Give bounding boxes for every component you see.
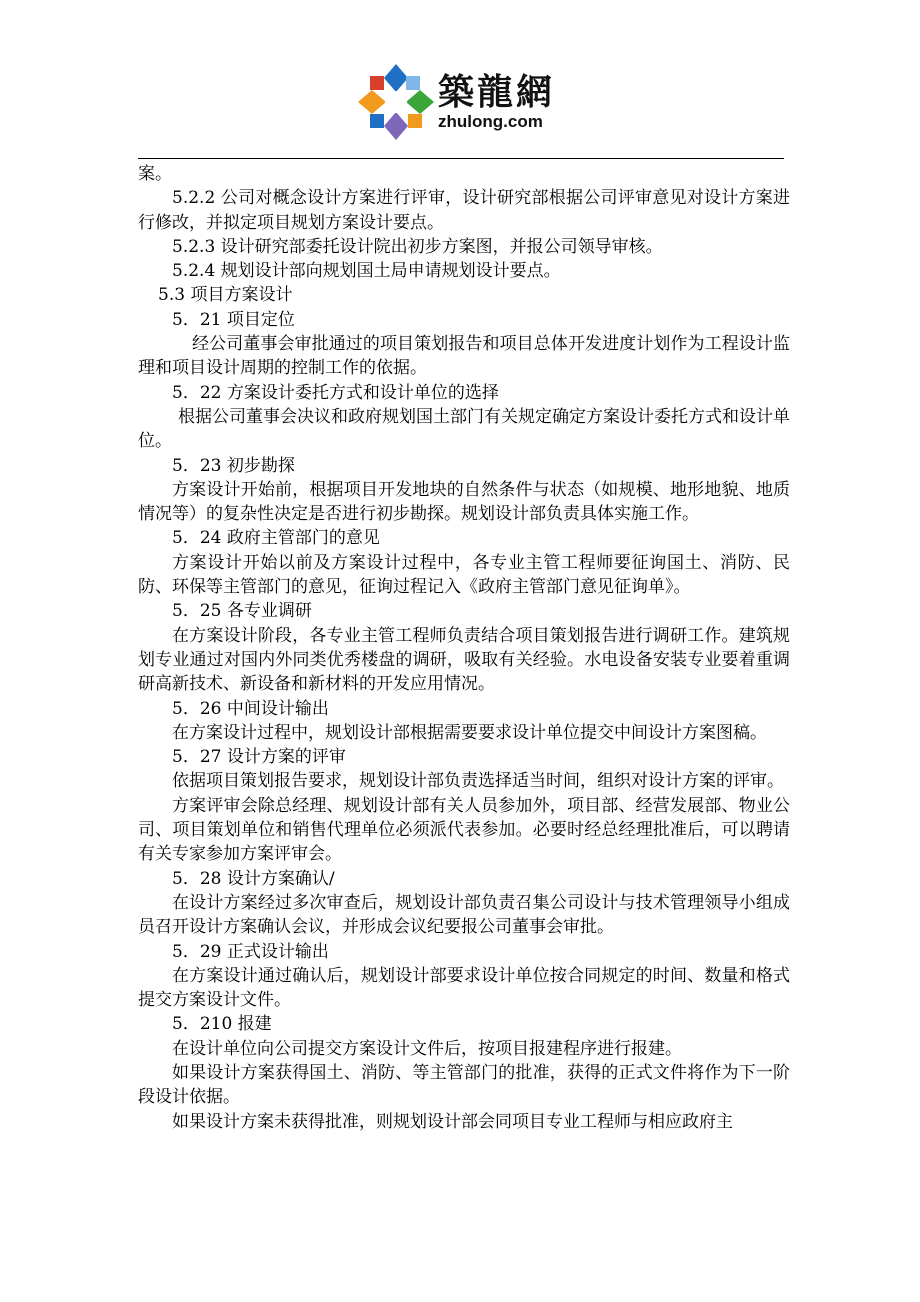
zhulong-logo[interactable] [356, 62, 566, 142]
subsection-heading: 5．23 初步勘探 [172, 455, 295, 476]
subsection-heading: 5．29 正式设计输出 [172, 941, 329, 962]
section-heading: 5.3 项目方案设计 [158, 285, 293, 306]
paragraph: 方案评审会除总经理、规划设计部有关人员参加外，项目部、经营发展部、物业公司、项目策划单位和销售代理单位必须派代表参加。必要时经总经理批准后，可以聘请有关专家参加方案评审会。 [138, 795, 790, 865]
subsection-heading: 5．28 设计方案确认/ [172, 868, 335, 889]
paragraph: 方案设计开始以前及方案设计过程中，各专业主管工程师要征询国土、消防、民防、环保等主管部门的意见，征询过程记入《政府主管部门意见征询单》。 [138, 552, 790, 598]
paragraph: 在设计单位向公司提交方案设计文件后，按项目报建程序进行报建。 [172, 1038, 682, 1059]
paragraph: 根据公司董事会决议和政府规划国土部门有关规定确定方案设计委托方式和设计单位。 [138, 406, 790, 452]
subsection-heading: 5．22 方案设计委托方式和设计单位的选择 [172, 382, 499, 403]
subsection-heading: 5．24 政府主管部门的意见 [172, 528, 380, 549]
paragraph: 在设计方案经过多次审查后，规划设计部负责召集公司设计与技术管理领导小组成员召开设计方案确认会议，并形成会议纪要报公司董事会审批。 [138, 892, 790, 938]
subsection-heading: 5．26 中间设计输出 [172, 698, 329, 719]
logo-chinese-text: 築龍網 [438, 72, 556, 113]
paragraph: 方案设计开始前，根据项目开发地块的自然条件与状态（如规模、地形地貌、地质情况等）的复杂性决定是否进行初步勘探。规划设计部负责具体实施工作。 [138, 479, 790, 525]
header-divider [138, 158, 784, 159]
page-header [0, 0, 920, 160]
paragraph: 依据项目策划报告要求，规划设计部负责选择适当时间，组织对设计方案的评审。 [172, 771, 784, 792]
paragraph: 案。 [138, 164, 172, 184]
paragraph: 如果设计方案获得国土、消防、等主管部门的批准，获得的正式文件将作为下一阶段设计依据。 [138, 1062, 790, 1108]
paragraph: 5.2.2 公司对概念设计方案进行评审，设计研究部根据公司评审意见对设计方案进行修改，并拟定项目规划方案设计要点。 [138, 188, 790, 233]
document-body [138, 162, 790, 1134]
subsection-heading: 5．210 报建 [172, 1014, 272, 1035]
paragraph: 如果设计方案未获得批准，则规划设计部会同项目专业工程师与相应政府主 [172, 1111, 733, 1132]
paragraph: 在方案设计过程中，规划设计部根据需要要求设计单位提交中间设计方案图稿。 [172, 722, 767, 743]
paragraph: 5.2.4 规划设计部向规划国土局申请规划设计要点。 [172, 261, 561, 282]
subsection-heading: 5．27 设计方案的评审 [172, 747, 346, 768]
subsection-heading: 5．21 项目定位 [172, 309, 295, 330]
paragraph: 在方案设计阶段，各专业主管工程师负责结合项目策划报告进行调研工作。建筑规划专业通过对国内外同类优秀楼盘的调研，吸取有关经验。水电设备安装专业要着重调研高新技术、新设备和新材料的开发应用情况。 [138, 625, 790, 695]
paragraph: 5.2.3 设计研究部委托设计院出初步方案图，并报公司领导审核。 [172, 236, 663, 257]
subsection-heading: 5．25 各专业调研 [172, 601, 312, 622]
logo-english-text: zhulong.com [438, 112, 543, 131]
pinwheel-logo-icon [356, 62, 436, 142]
paragraph: 经公司董事会审批通过的项目策划报告和项目总体开发进度计划作为工程设计监理和项目设计周期的控制工作的依据。 [138, 334, 790, 379]
paragraph: 在方案设计通过确认后，规划设计部要求设计单位按合同规定的时间、数量和格式提交方案设计文件。 [138, 965, 790, 1011]
